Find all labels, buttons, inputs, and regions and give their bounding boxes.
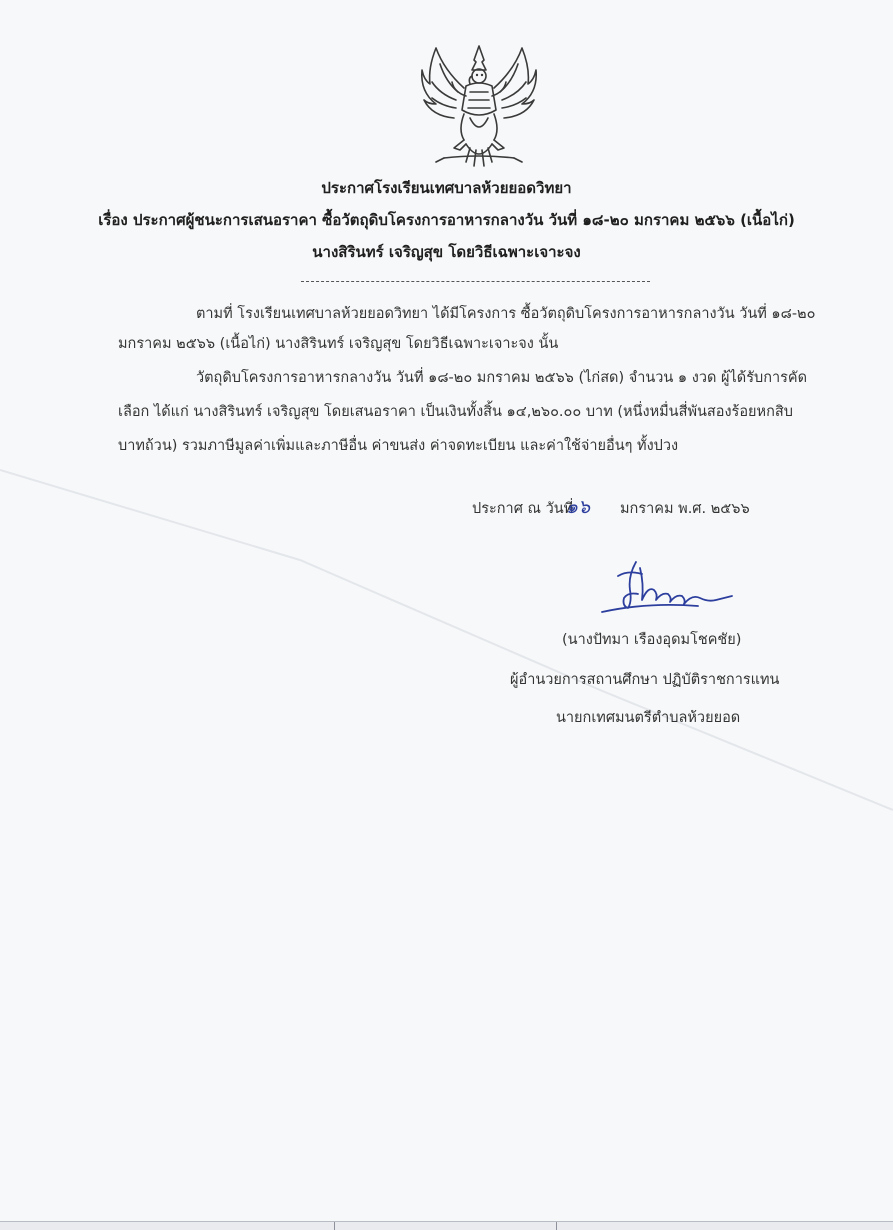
signatory-name: (นางปัทมา เรืองอุดมโชคชัย): [562, 632, 742, 648]
signatory-position-2: นายกเทศมนตรีตำบลห้วยยอด: [556, 710, 741, 726]
paragraph-2-line-2: เลือก ได้แก่ นางสิรินทร์ เจริญสุข โดยเสนอราคา เป็นเงินทั้งสิ้น ๑๔,๒๖๐.๐๐ บาท (หนึ่งหมื่นสี่พันสองร้อยหกสิบ: [118, 404, 793, 420]
signatory-position-1: ผู้อำนวยการสถานศึกษา ปฏิบัติราชการแทน: [510, 672, 780, 688]
paragraph-1-line-1: ตามที่ โรงเรียนเทศบาลห้วยยอดวิทยา ได้มีโครงการ ซื้อวัตถุดิบโครงการอาหารกลางวัน วันที่ ๑๘-๒๐: [196, 306, 816, 322]
garuda-emblem-icon: [414, 40, 544, 170]
announcement-date-day: ๑๖: [566, 496, 591, 518]
announcement-date-prefix: ประกาศ ณ วันที่: [472, 501, 574, 517]
handwritten-signature: [588, 556, 738, 618]
paragraph-2-line-3: บาทถ้วน) รวมภาษีมูลค่าเพิ่มและภาษีอื่น ค่าขนส่ง ค่าจดทะเบียน และค่าใช้จ่ายอื่นๆ ทั้งปวง: [118, 438, 679, 454]
header-divider: [301, 281, 650, 282]
paragraph-2-line-1: วัตถุดิบโครงการอาหารกลางวัน วันที่ ๑๘-๒๐ มกราคม ๒๕๖๖ (ไก่สด) จำนวน ๑ งวด ผู้ได้รับการคัด: [196, 370, 808, 386]
paragraph-1-line-2: มกราคม ๒๕๖๖ (เนื้อไก่) นางสิรินทร์ เจริญสุข โดยวิธีเฉพาะเจาะจง นั้น: [118, 336, 559, 352]
announcement-date-month-year: มกราคม พ.ศ. ๒๕๖๖: [620, 501, 750, 517]
document-title: ประกาศโรงเรียนเทศบาลห้วยยอดวิทยา: [321, 179, 572, 197]
document-subject: เรื่อง ประกาศผู้ชนะการเสนอราคา ซื้อวัตถุดิบโครงการอาหารกลางวัน วันที่ ๑๘-๒๐ มกราคม ๒๕๖๖ (เนื้อไก่): [98, 211, 795, 229]
document-winner-line: นางสิรินทร์ เจริญสุข โดยวิธีเฉพาะเจาะจง: [312, 243, 581, 261]
